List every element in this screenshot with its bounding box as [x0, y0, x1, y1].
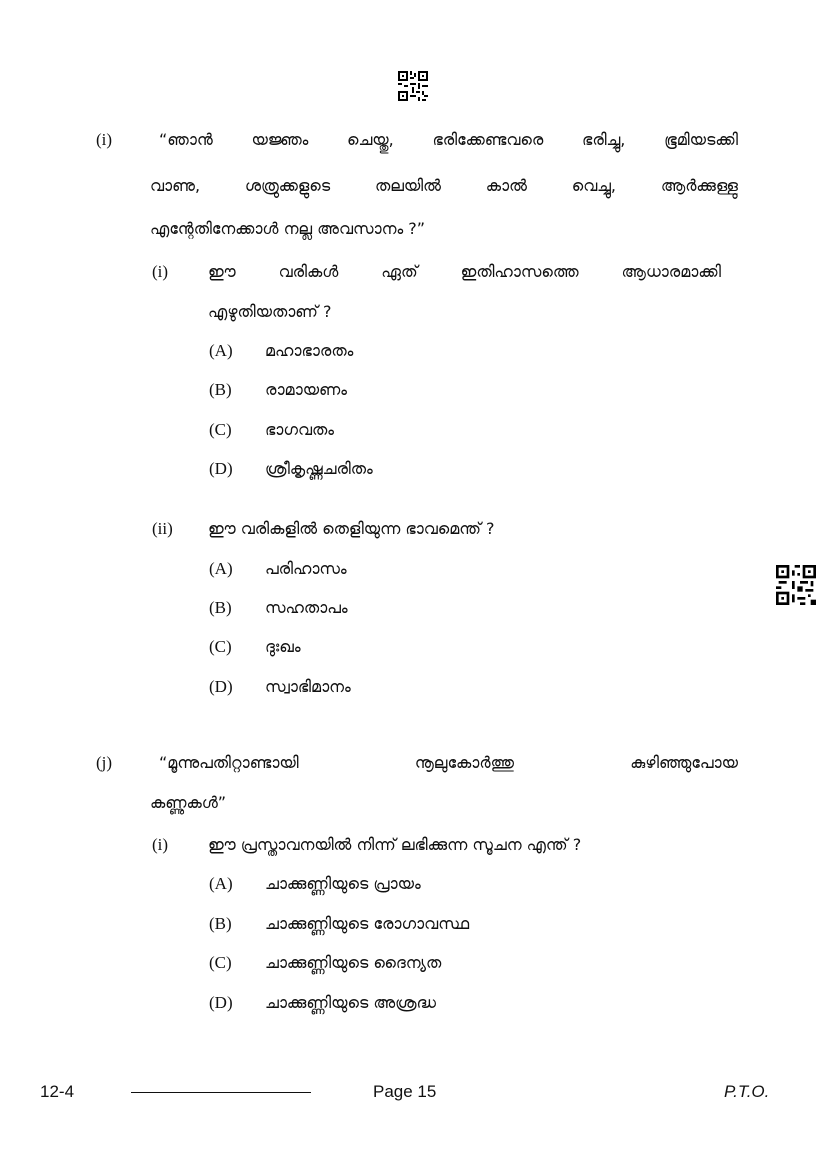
option-text: ഭാഗവതം [265, 420, 334, 439]
option-label: (A) [209, 559, 233, 578]
word: തലയിൽ [374, 176, 441, 195]
option-label: (B) [209, 598, 232, 617]
word: ശത്രുക്കളുടെ [244, 176, 331, 195]
qr-code-top [398, 71, 428, 101]
option-text: പരിഹാസം [265, 559, 347, 578]
option-label: (B) [209, 380, 232, 399]
word: കാൽ [485, 176, 527, 195]
word: ഇതിഹാസത്തെ [460, 262, 579, 281]
option-text: ശ്രീകൃഷ്ണചരിതം [265, 459, 373, 478]
option-text: മഹാഭാരതം [265, 341, 354, 360]
sub-question-line: ഈ പ്രസ്താവനയിൽ നിന്ന് ലഭിക്കുന്ന സൂചന എന്ത് ? [208, 835, 582, 854]
word: വാണു, [150, 176, 201, 195]
word: ഏത് [381, 262, 418, 281]
quote-line [150, 176, 738, 196]
qr-code-side [776, 565, 816, 605]
option-label: (C) [209, 420, 232, 439]
word: ഭരിച്ചു, [582, 130, 626, 149]
word: നൂലുകോർത്തു [414, 753, 514, 772]
word: കുഴിഞ്ഞുപോയ [630, 753, 738, 772]
option-label: (A) [209, 874, 233, 893]
option-text: ചാക്കുണ്ണിയുടെ പ്രായം [265, 874, 421, 893]
pto-label: P.T.O. [724, 1082, 770, 1101]
sub-question-label: (i) [152, 262, 169, 281]
sub-question-line: എഴുതിയതാണ് ? [208, 302, 332, 321]
word: ആധാരമാക്കി [621, 262, 721, 281]
footer-rule [131, 1092, 311, 1093]
word: ഭരിക്കേണ്ടവരെ [432, 130, 544, 149]
option-text: രാമായണം [265, 380, 347, 399]
option-label: (C) [209, 637, 232, 656]
question-label: (i) [96, 130, 113, 149]
option-label: (D) [209, 993, 233, 1012]
option-text: സഹതാപം [265, 598, 348, 617]
word: വരികൾ [278, 262, 339, 281]
word: ഭൂമിയടക്കി [664, 130, 738, 149]
word: ഈ [208, 262, 236, 281]
option-text: ദുഃഖം [265, 637, 301, 656]
question-label: (j) [96, 753, 113, 772]
quote-line [159, 753, 738, 773]
quote-line: കണ്ണുകൾ” [150, 793, 227, 812]
option-text: ചാക്കുണ്ണിയുടെ ദൈന്യത [265, 953, 442, 972]
option-label: (A) [209, 341, 233, 360]
option-text: സ്വാഭിമാനം [265, 677, 351, 696]
word: “ഞാൻ [159, 130, 213, 149]
word: ചെയ്തു, [347, 130, 394, 149]
sub-question-label: (i) [152, 835, 169, 854]
page-number: Page 15 [373, 1082, 437, 1101]
option-label: (B) [209, 914, 232, 933]
option-label: (D) [209, 677, 233, 696]
sub-question-line: ഈ വരികളിൽ തെളിയുന്ന ഭാവമെന്ത് ? [208, 519, 495, 538]
option-text: ചാക്കുണ്ണിയുടെ രോഗാവസ്ഥ [265, 914, 470, 933]
quote-line: എന്റേതിനേക്കാൾ നല്ല അവസാനം ?” [150, 219, 426, 238]
word: വെച്ചു, [571, 176, 617, 195]
word: “മൂന്നുപതിറ്റാണ്ടായി [159, 753, 299, 772]
sub-question-line [208, 262, 721, 282]
word: ആർക്കുള്ളു [660, 176, 738, 195]
sub-question-label: (ii) [152, 519, 173, 538]
option-label: (C) [209, 953, 232, 972]
option-text: ചാക്കുണ്ണിയുടെ അശ്രദ്ധ [265, 993, 437, 1012]
option-label: (D) [209, 459, 233, 478]
paper-code: 12-4 [40, 1082, 75, 1101]
quote-line [159, 130, 738, 150]
word: യജ്ഞം [251, 130, 309, 149]
